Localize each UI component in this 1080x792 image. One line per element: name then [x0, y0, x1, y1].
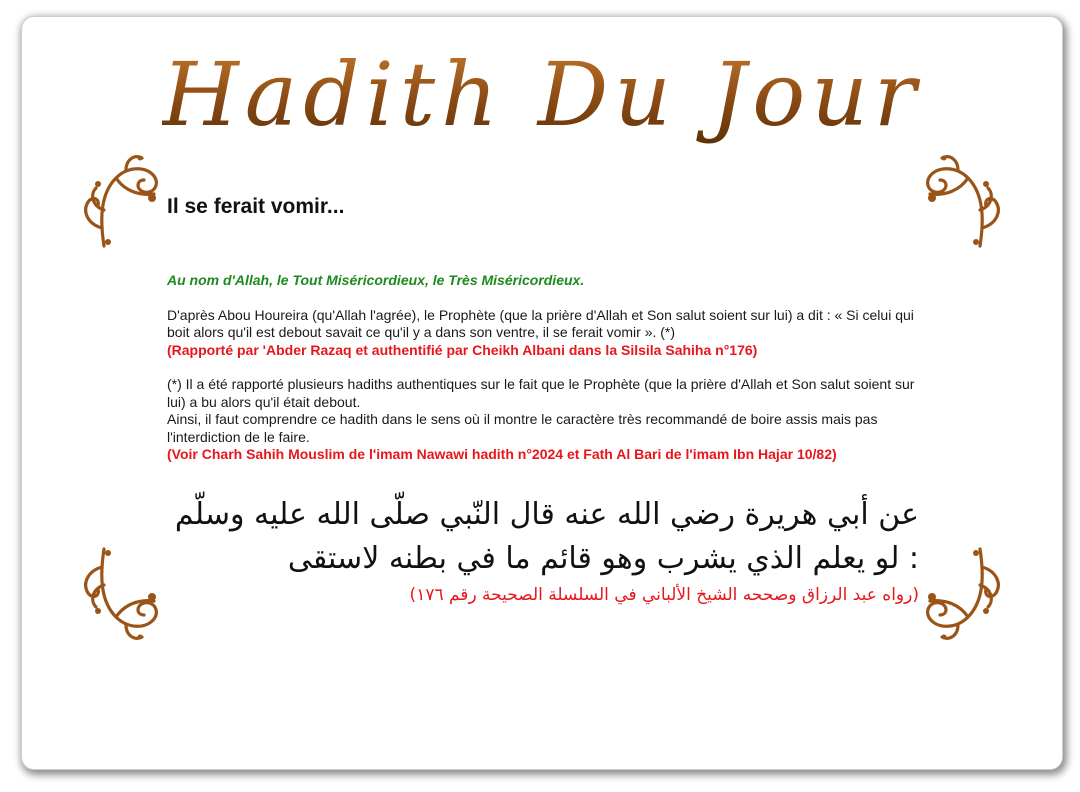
note-source: (Voir Charh Sahih Mouslim de l'imam Nawawi hadith n°2024 et Fath Al Bari de l'imam Ibn Hajar 10/82): [167, 446, 837, 462]
hadith-du-jour-logo: [162, 33, 922, 173]
hadith-body: [167, 272, 919, 464]
arabic-hadith-source: (رواه عبد الرزاق وصححه الشيخ الألباني في السلسلة الصحيحة رقم ١٧٦): [409, 585, 919, 605]
basmala: Au nom d'Allah, le Tout Miséricordieux, le Très Miséricordieux.: [167, 272, 585, 288]
hadith-text: D'après Abou Houreira (qu'Allah l'agrée), le Prophète (que la prière d'Allah et Son salut soient sur lui) a dit : « Si celui qui boit alors qu'il est debout savait ce qu'il y a dans son ventre, il se ferait vomir ». (*): [167, 306, 914, 340]
hadith-title: Il se ferait vomir...: [167, 195, 345, 218]
note-paragraph-2: Ainsi, il faut comprendre ce hadith dans le sens où il montre le caractère très recommandé de boire assis mais pas l'interdiction de le faire.: [167, 411, 878, 445]
hadith-source: (Rapporté par 'Abder Razaq et authentifié par Cheikh Albani dans la Silsila Sahiha n°176): [167, 341, 758, 358]
ornament-corner-top-left: [74, 150, 166, 250]
arabic-hadith-text: عن أبي هريرة رضي الله عنه قال النّبي صلّى الله عليه وسلّم : لو يعلم الذي يشرب وهو قائم ما في بطنه لاستقى: [174, 497, 919, 576]
ornament-corner-bottom-left: [74, 545, 166, 645]
logo-text: Hadith Du Jour: [162, 43, 922, 146]
paragraph-gap: [167, 359, 919, 376]
hadith-card: [22, 17, 1062, 769]
ornament-corner-bottom-right: [918, 545, 1010, 645]
note-paragraph-1: (*) Il a été rapporté plusieurs hadiths authentiques sur le fait que le Prophète (que la prière d'Allah et Son salut soient sur lui) a bu alors qu'il était debout.: [167, 376, 915, 410]
ornament-corner-top-right: [918, 150, 1010, 250]
